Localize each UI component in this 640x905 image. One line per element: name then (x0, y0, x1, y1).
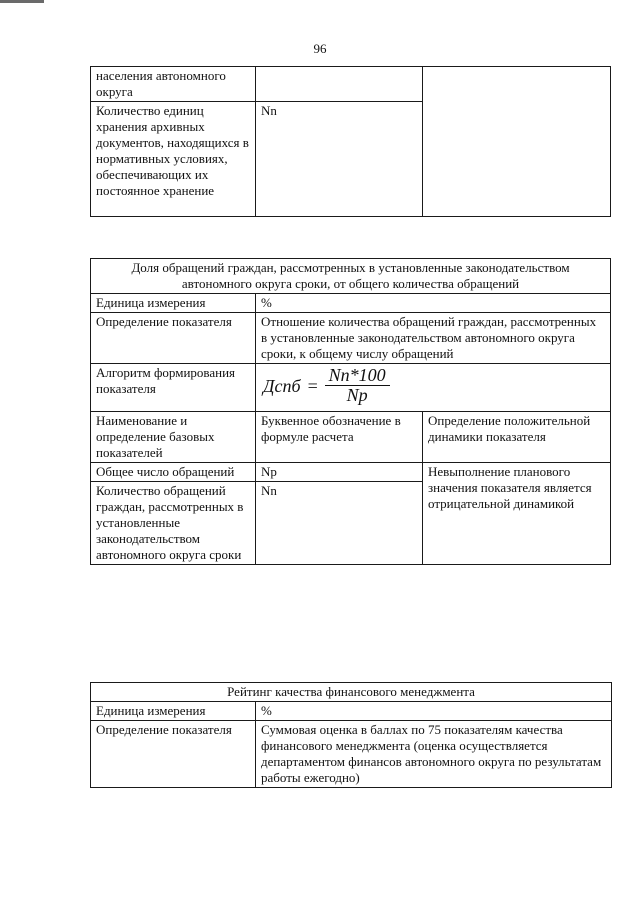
page-number: 96 (313, 41, 327, 56)
letter-designation (256, 67, 423, 102)
letter-designation: Np (256, 463, 423, 482)
table-row (91, 259, 611, 294)
table-row (91, 364, 611, 412)
formula-equals: = (306, 375, 319, 396)
formula-numerator: Nn*100 (328, 365, 386, 385)
dynamics-note: Невыполнение планового значения показателя является отрицательной динамикой (423, 463, 611, 565)
unit-label: Единица измерения (91, 702, 256, 721)
definition-value: Отношение количества обращений граждан, рассмотренных в установленные законодательством автономного округа сроки, к общему числу обращений (256, 313, 611, 364)
formula-cell (256, 364, 611, 412)
unit-value: % (256, 702, 612, 721)
unit-value: % (256, 294, 611, 313)
base-indicator-name: Количество единиц хранения архивных документов, находящихся в нормативных условиях, обеспечивающих их постоянное хранение (91, 102, 256, 217)
indicator-title: Рейтинг качества финансового менеджмента (91, 683, 612, 702)
table-row (91, 412, 611, 463)
letter-designation: Nn (256, 482, 423, 565)
formula-denominator: Np (325, 385, 390, 405)
formula-fraction (325, 366, 390, 405)
indicator-table-appeals (90, 258, 611, 565)
base-indicator-name: Количество обращений граждан, рассмотренных в установленные законодательством автономного округа сроки (91, 482, 256, 565)
table-row (91, 463, 611, 482)
formula (263, 366, 390, 405)
indicator-table-financial-rating (90, 682, 612, 788)
formula-lhs: Дспб (263, 375, 301, 396)
base-indicator-name: населения автономного округа (91, 67, 256, 102)
definition-label: Определение показателя (91, 721, 256, 788)
column-header-letter: Буквенное обозначение в формуле расчета (256, 412, 423, 463)
table-row (91, 702, 612, 721)
definition-label: Определение показателя (91, 313, 256, 364)
base-indicator-name: Общее число обращений (91, 463, 256, 482)
dynamics-cell (423, 67, 611, 217)
letter-designation: Nn (256, 102, 423, 217)
table-row (91, 683, 612, 702)
column-header-dynamics: Определение положительной динамики показателя (423, 412, 611, 463)
table-row (91, 294, 611, 313)
table-row (91, 313, 611, 364)
unit-label: Единица измерения (91, 294, 256, 313)
column-header-name: Наименование и определение базовых показателей (91, 412, 256, 463)
table-row (91, 67, 611, 102)
continuation-table (90, 66, 611, 217)
table-row (91, 721, 612, 788)
definition-value: Суммовая оценка в баллах по 75 показателям качества финансового менеджмента (оценка осуществляется департаментом финансов автономного округа по результатам работы ежегодно) (256, 721, 612, 788)
algorithm-label: Алгоритм формирования показателя (91, 364, 256, 412)
indicator-title: Доля обращений граждан, рассмотренных в установленные законодательством автономного округа сроки, от общего количества обращений (91, 259, 611, 294)
scan-corner-mark (0, 0, 44, 3)
